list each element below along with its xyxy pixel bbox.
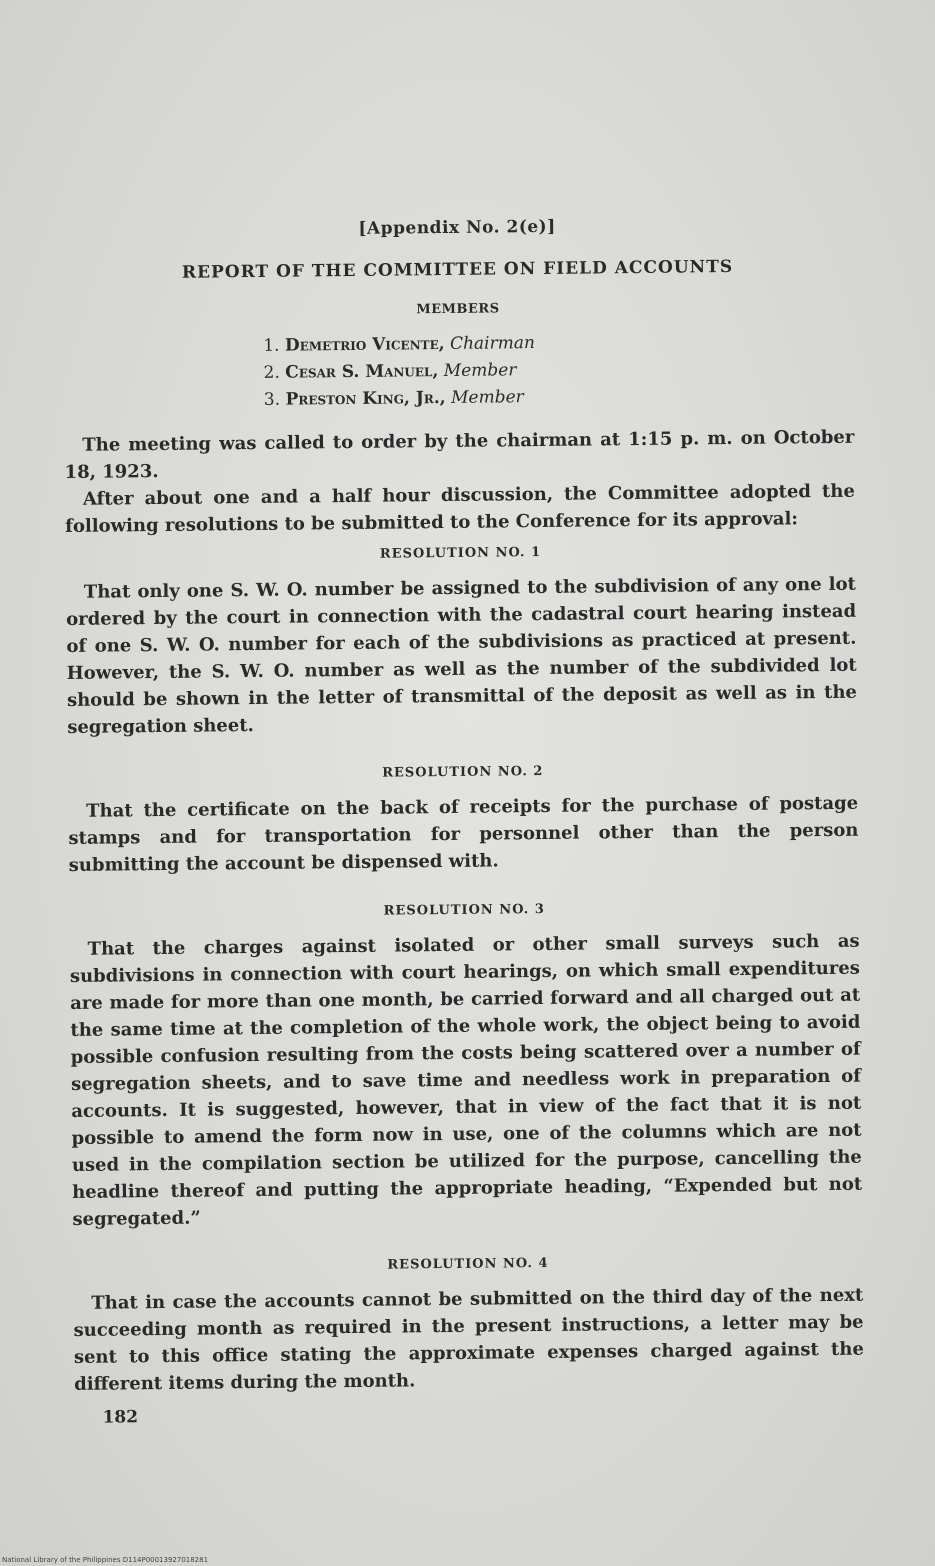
page-number: 182 bbox=[102, 1407, 139, 1428]
resolution-heading: RESOLUTION NO. 2 bbox=[382, 763, 544, 781]
members-list bbox=[263, 327, 854, 414]
resolution-heading: RESOLUTION NO. 1 bbox=[379, 545, 542, 562]
resolution-text: That the certificate on the back of receipts for the purchase of postage stamps and for transportation for personnel other than the person submitting the account be dispensed with. bbox=[68, 792, 859, 876]
member-name: Demetrio Vicente, bbox=[284, 334, 445, 356]
intro-paragraph: After about one and a half hour discussion, the Committee adopted the following resolutions to be submitted to the Conference for its approval: bbox=[65, 480, 855, 537]
intro-paragraph: The meeting was called to order by the chairman at 1:15 p. m. on October 18, 1923. bbox=[64, 426, 855, 483]
member-name: Preston King, Jr., bbox=[285, 387, 446, 410]
members-heading: MEMBERS bbox=[416, 301, 500, 318]
resolution-heading: RESOLUTION NO. 3 bbox=[383, 901, 545, 919]
resolution-text: That in case the accounts cannot be submitted on the third day of the next succeeding month as required in the present instructions, a letter may be sent to this office stating the approximate expenses charged against the different items during the month. bbox=[73, 1284, 864, 1395]
resolution-text: That the charges against isolated or other small surveys such as subdivisions in connection with court hearings, on which small expenditures are made for more than one month, be carried forward and all charged out at the same time at the completion of the whole work, the object being to avoid possible confusion resulting from the costs being scattered over a number of segregation sheets, and to save time and needless work in preparation of accounts. It is suggested, however, that in view of the fact that it is not possible to amend the form now in use, one of the columns which are not used in the compilation section be utilized for the purpose, cancelling the headline thereof and putting the appropriate heading, “Expended but not segregated.” bbox=[69, 930, 863, 1230]
member-item: 2. Cesar S. Manuel, Member bbox=[263, 360, 517, 383]
member-role: Member bbox=[443, 360, 517, 382]
archive-footer: National Library of the Philippines D114P00013927018281 bbox=[2, 1556, 209, 1564]
member-item: 3. Preston King, Jr., Member bbox=[263, 387, 524, 410]
member-role: Chairman bbox=[449, 333, 535, 354]
member-name: Cesar S. Manuel, bbox=[285, 361, 439, 383]
resolution-text: That only one S. W. O. number be assigned to the subdivision of any one lot ordered by the court in connection with the cadastral court hearing instead of one S. W. O. number for each of the subdivisions as practiced at present. However, the S. W. O. number as well as the number of the subdivided lot should be shown in the letter of transmittal of the deposit as well as in the segregation sheet. bbox=[66, 573, 858, 738]
member-role: Member bbox=[450, 387, 524, 408]
document-content bbox=[62, 214, 865, 1428]
report-title: REPORT OF THE COMMITTEE ON FIELD ACCOUNTS bbox=[181, 256, 734, 283]
member-item: 1. Demetrio Vicente, Chairman bbox=[263, 333, 535, 356]
appendix-label: [Appendix No. 2(e)] bbox=[358, 216, 556, 239]
resolution-heading: RESOLUTION NO. 4 bbox=[387, 1255, 549, 1273]
